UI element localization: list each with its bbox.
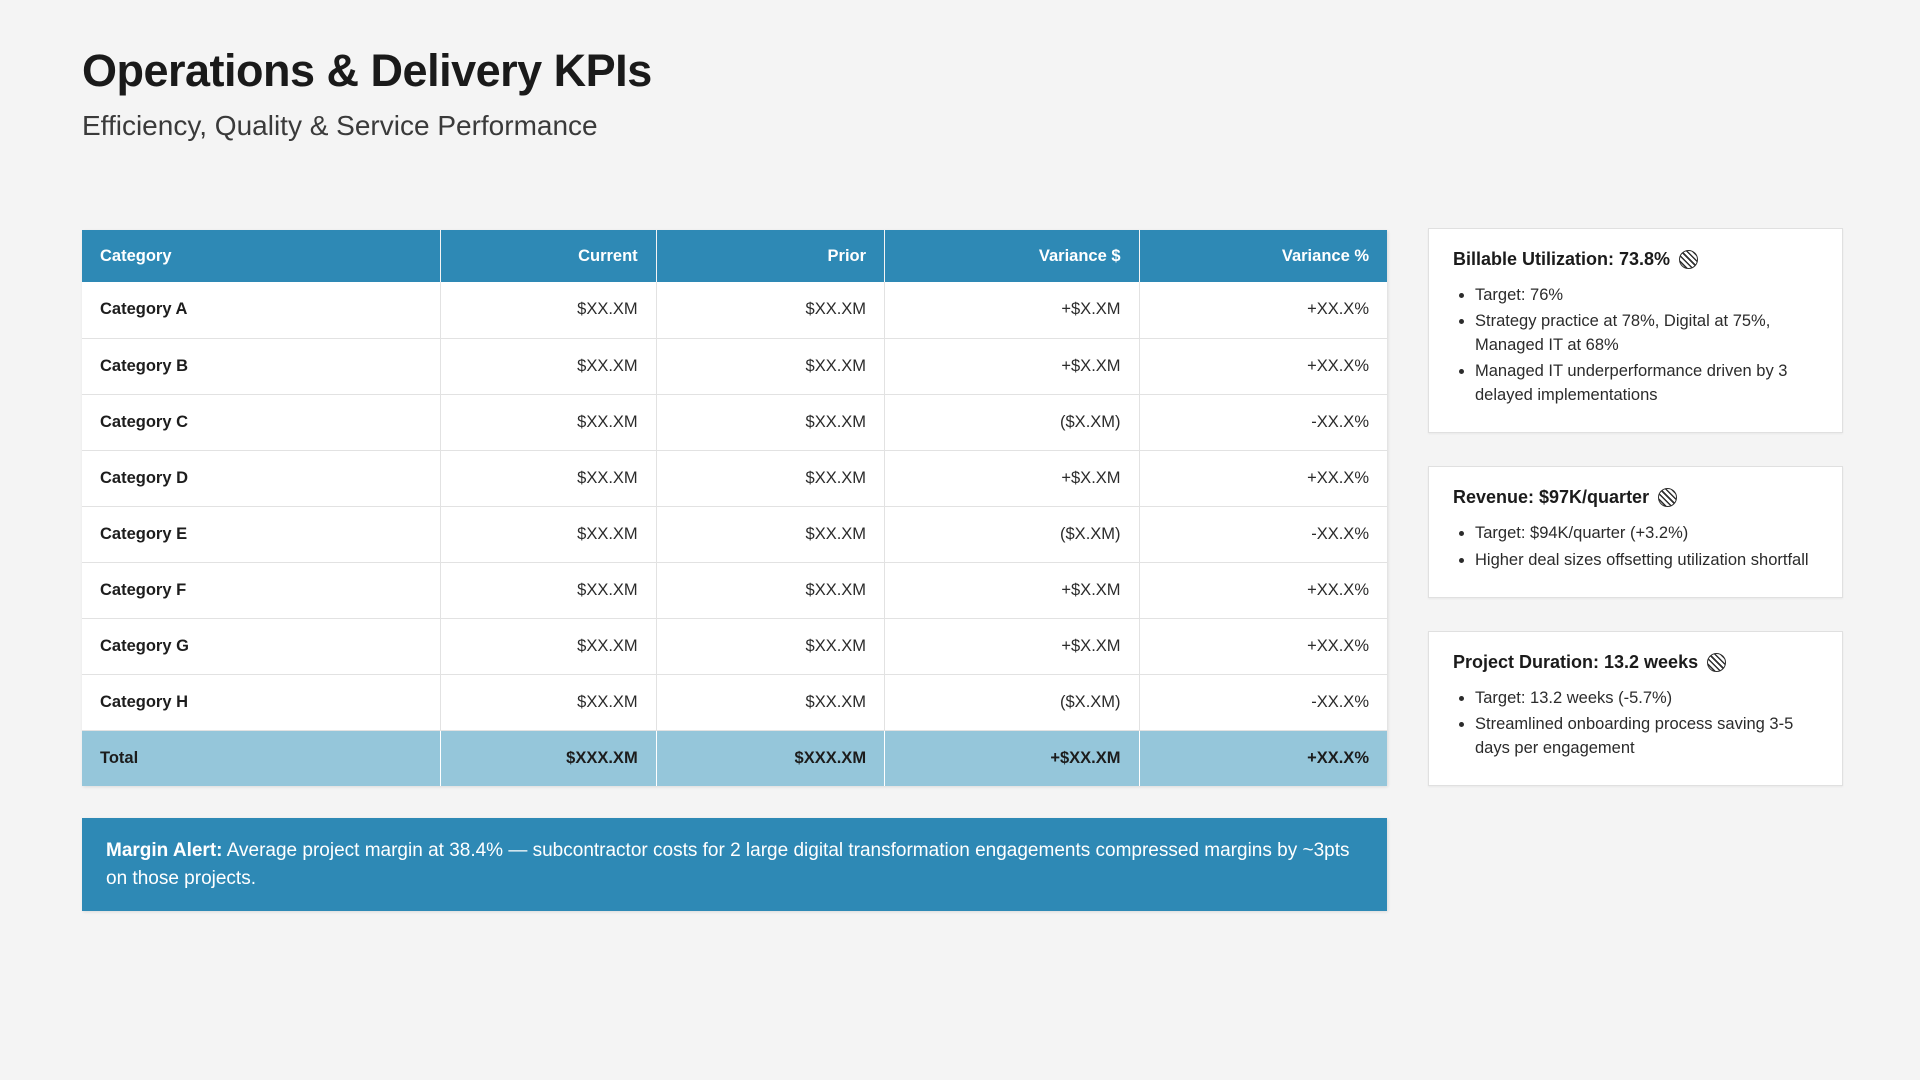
column-header-variance-percent: Variance % bbox=[1139, 230, 1387, 282]
card-title-text: Revenue: $97K/quarter bbox=[1453, 487, 1650, 508]
table-row bbox=[82, 394, 1387, 450]
insight-cards bbox=[1428, 228, 1843, 819]
cell-variance-dollar: ($X.XM) bbox=[885, 674, 1139, 730]
cell-variance-dollar: +$X.XM bbox=[885, 618, 1139, 674]
list-item: • Higher deal sizes offsetting utilization shortfall bbox=[1475, 549, 1818, 572]
cell-variance-percent: +XX.X% bbox=[1139, 450, 1387, 506]
cell-prior: $XX.XM bbox=[656, 562, 884, 618]
cell-current: $XX.XM bbox=[441, 394, 656, 450]
cell-variance-percent: +XX.X% bbox=[1139, 618, 1387, 674]
cell-current: $XX.XM bbox=[441, 282, 656, 338]
table-row bbox=[82, 562, 1387, 618]
cell-current: $XX.XM bbox=[441, 562, 656, 618]
table-row bbox=[82, 282, 1387, 338]
cell-variance-dollar: +$X.XM bbox=[885, 338, 1139, 394]
table-header-row bbox=[82, 230, 1387, 282]
cell-prior: $XX.XM bbox=[656, 394, 884, 450]
cell-variance-dollar: +$X.XM bbox=[885, 562, 1139, 618]
cell-category: Category D bbox=[82, 450, 441, 506]
cell-variance-dollar: ($X.XM) bbox=[885, 506, 1139, 562]
cell-prior: $XX.XM bbox=[656, 338, 884, 394]
card-bullet-list bbox=[1453, 687, 1818, 760]
cell-total-prior: $XXX.XM bbox=[656, 730, 884, 786]
table-row bbox=[82, 338, 1387, 394]
card-title-text: Project Duration: 13.2 weeks bbox=[1453, 651, 1699, 672]
cell-variance-dollar: ($X.XM) bbox=[885, 394, 1139, 450]
insight-card-project-duration bbox=[1428, 631, 1843, 786]
cell-variance-percent: -XX.X% bbox=[1139, 674, 1387, 730]
column-header-variance-dollar: Variance $ bbox=[885, 230, 1139, 282]
list-item: • Strategy practice at 78%, Digital at 75%, Managed IT at 68% bbox=[1475, 310, 1818, 357]
cell-total-variance-dollar: +$XX.XM bbox=[885, 730, 1139, 786]
list-item: • Target: 13.2 weeks (-5.7%) bbox=[1475, 687, 1818, 710]
card-bullet-list bbox=[1453, 522, 1818, 572]
table-row bbox=[82, 506, 1387, 562]
list-item: • Streamlined onboarding process saving 3-5 days per engagement bbox=[1475, 713, 1818, 760]
cell-prior: $XX.XM bbox=[656, 674, 884, 730]
cell-variance-percent: -XX.X% bbox=[1139, 506, 1387, 562]
cell-variance-percent: +XX.X% bbox=[1139, 562, 1387, 618]
list-item: • Managed IT underperformance driven by 3 delayed implementations bbox=[1475, 360, 1818, 407]
hatched-circle-icon bbox=[1679, 250, 1698, 269]
hatched-circle-icon bbox=[1658, 488, 1677, 507]
cell-total-label: Total bbox=[82, 730, 441, 786]
cell-variance-percent: +XX.X% bbox=[1139, 282, 1387, 338]
insight-card-billable-utilization bbox=[1428, 228, 1843, 433]
cell-current: $XX.XM bbox=[441, 450, 656, 506]
card-title-row bbox=[1453, 249, 1818, 270]
cell-category: Category F bbox=[82, 562, 441, 618]
list-item: • Target: $94K/quarter (+3.2%) bbox=[1475, 522, 1818, 545]
margin-alert-text: Average project margin at 38.4% — subcontractor costs for 2 large digital transformation engagements compressed margins by ~3pts on those projects. bbox=[106, 840, 1350, 889]
table-body bbox=[82, 282, 1387, 786]
column-header-category: Category bbox=[82, 230, 441, 282]
hatched-circle-icon bbox=[1707, 653, 1726, 672]
cell-prior: $XX.XM bbox=[656, 282, 884, 338]
column-header-prior: Prior bbox=[656, 230, 884, 282]
cell-current: $XX.XM bbox=[441, 506, 656, 562]
table-total-row bbox=[82, 730, 1387, 786]
list-item: • Target: 76% bbox=[1475, 284, 1818, 307]
table-header bbox=[82, 230, 1387, 282]
cell-category: Category G bbox=[82, 618, 441, 674]
cell-category: Category A bbox=[82, 282, 441, 338]
cell-category: Category E bbox=[82, 506, 441, 562]
cell-prior: $XX.XM bbox=[656, 506, 884, 562]
page-subtitle: Efficiency, Quality & Service Performance bbox=[82, 109, 598, 141]
cell-variance-dollar: +$X.XM bbox=[885, 450, 1139, 506]
cell-category: Category C bbox=[82, 394, 441, 450]
insight-card-revenue bbox=[1428, 466, 1843, 598]
card-title-row bbox=[1453, 652, 1818, 673]
table-row bbox=[82, 674, 1387, 730]
cell-prior: $XX.XM bbox=[656, 618, 884, 674]
cell-variance-percent: +XX.X% bbox=[1139, 338, 1387, 394]
card-title-text: Billable Utilization: 73.8% bbox=[1453, 249, 1671, 269]
page-title: Operations & Delivery KPIs bbox=[82, 45, 652, 96]
cell-variance-dollar: +$X.XM bbox=[885, 282, 1139, 338]
slide-header bbox=[82, 45, 1382, 142]
cell-current: $XX.XM bbox=[441, 338, 656, 394]
margin-alert-banner bbox=[82, 818, 1387, 911]
cell-prior: $XX.XM bbox=[656, 450, 884, 506]
cell-current: $XX.XM bbox=[441, 618, 656, 674]
table-row bbox=[82, 450, 1387, 506]
card-title-row bbox=[1453, 487, 1818, 508]
kpi-table bbox=[82, 230, 1387, 786]
cell-category: Category H bbox=[82, 674, 441, 730]
table-row bbox=[82, 618, 1387, 674]
cell-current: $XX.XM bbox=[441, 674, 656, 730]
cell-total-current: $XXX.XM bbox=[441, 730, 656, 786]
cell-variance-percent: -XX.X% bbox=[1139, 394, 1387, 450]
margin-alert-label: Margin Alert: bbox=[106, 840, 223, 861]
column-header-current: Current bbox=[441, 230, 656, 282]
kpi-table-container bbox=[82, 230, 1387, 786]
card-bullet-list bbox=[1453, 284, 1818, 407]
cell-category: Category B bbox=[82, 338, 441, 394]
cell-total-variance-percent: +XX.X% bbox=[1139, 730, 1387, 786]
